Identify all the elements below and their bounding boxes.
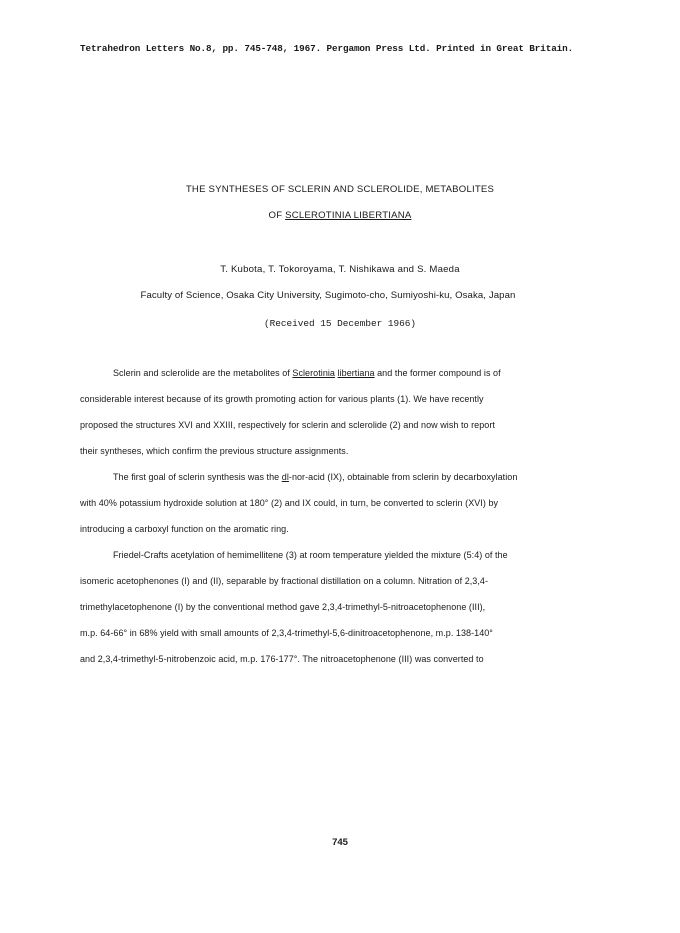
paragraph-1-line-4: their syntheses, which confirm the previous structure assignments. xyxy=(80,446,349,456)
author-list: T. Kubota, T. Tokoroyama, T. Nishikawa and S. Maeda xyxy=(220,264,460,275)
paragraph-1-line-2: considerable interest because of its growth promoting action for various plants (1). We have recently xyxy=(80,394,484,404)
journal-citation-header: Tetrahedron Letters No.8, pp. 745-748, 1967. Pergamon Press Ltd. Printed in Great Britain. xyxy=(80,43,574,54)
paragraph-1-line-3: proposed the structures XVI and XXIII, respectively for sclerin and sclerolide (2) and now wish to report xyxy=(80,420,495,430)
paragraph-3-line-1: Friedel-Crafts acetylation of hemimellitene (3) at room temperature yielded the mixture (5:4) of the xyxy=(113,550,508,560)
genus-name: Sclerotinia xyxy=(292,368,335,378)
author-affiliation: Faculty of Science, Osaka City University, Sugimoto-cho, Sumiyoshi-ku, Osaka, Japan xyxy=(140,290,516,301)
paragraph-2-line-3: introducing a carboxyl function on the aromatic ring. xyxy=(80,524,289,534)
paragraph-2-line-2: with 40% potassium hydroxide solution at 180° (2) and IX could, in turn, be converted to sclerin (XVI) by xyxy=(80,498,499,508)
paragraph-3-line-2: isomeric acetophenones (I) and (II), separable by fractional distillation on a column. Nitration of 2,3,4- xyxy=(80,576,489,586)
received-date: (Received 15 December 1966) xyxy=(264,318,416,329)
paragraph-1-line-1 xyxy=(113,368,501,378)
paragraph-3-line-3: trimethylacetophenone (I) by the conventional method gave 2,3,4-trimethyl-5-nitroacetophenone (III), xyxy=(80,602,486,612)
species-name: libertiana xyxy=(337,368,375,378)
text-span: -nor-acid (IX), obtainable from sclerin by decarboxylation xyxy=(288,472,518,482)
page-number: 745 xyxy=(332,837,348,848)
paragraph-3-line-4: m.p. 64-66° in 68% yield with small amounts of 2,3,4-trimethyl-5,6-dinitroacetophenone, m.p. 138-140° xyxy=(80,628,493,638)
paragraph-3-line-5: and 2,3,4-trimethyl-5-nitrobenzoic acid, m.p. 176-177°. The nitroacetophenone (III) was converted to xyxy=(80,654,484,664)
title-organism-name: SCLEROTINIA LIBERTIANA xyxy=(285,210,412,221)
text-span: Sclerin and sclerolide are the metabolites of xyxy=(113,368,293,378)
article-title-line-2 xyxy=(0,210,680,221)
dl-prefix: dl xyxy=(281,472,289,482)
article-title-line-1: THE SYNTHESES OF SCLERIN AND SCLEROLIDE, METABOLITES xyxy=(185,184,495,195)
paragraph-2-line-1 xyxy=(113,472,517,482)
text-span: The first goal of sclerin synthesis was the xyxy=(113,472,282,482)
text-span: and the former compound is of xyxy=(374,368,501,378)
title-line-2-prefix: OF xyxy=(268,210,286,221)
